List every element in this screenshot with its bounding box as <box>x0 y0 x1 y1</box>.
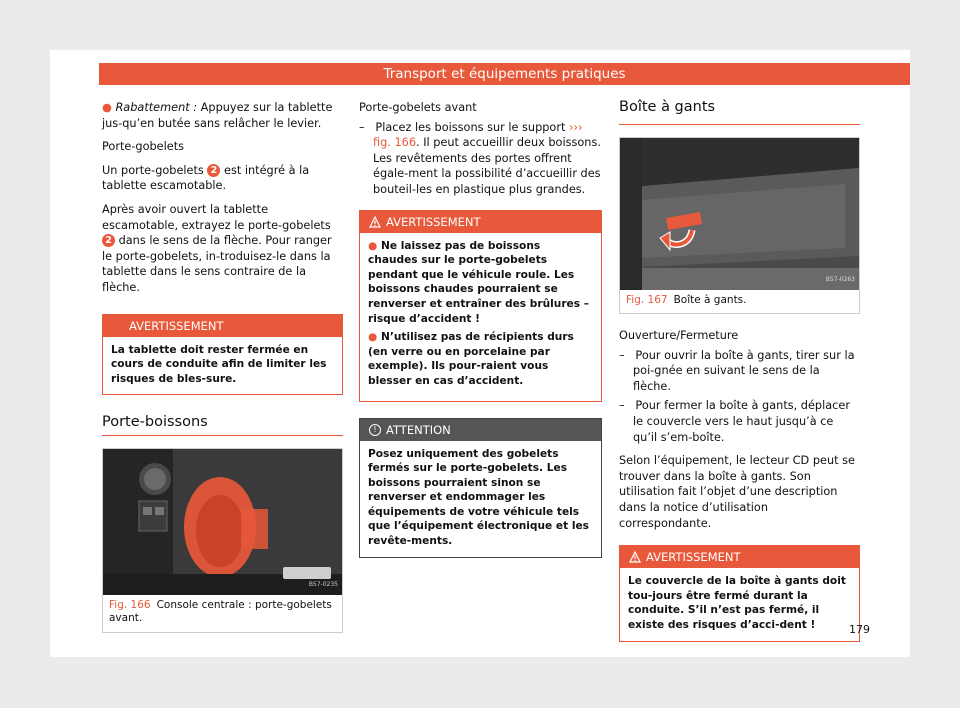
dash-text: Pour ouvrir la boîte à gants, tirer sur la poi-gnée en suivant le sens de la flèche. <box>633 348 855 393</box>
p1-text-a: Un porte-gobelets <box>102 163 208 177</box>
section-title-boite-a-gants: Boîte à gants <box>619 100 860 125</box>
attention-body: Posez uniquement des gobelets fermés sur le porte-gobelets. Les boissons pourraient sinon se renverser et endommager les équipements de votre véhicule tels que l’équipement électronique et les revête-ments. <box>368 447 589 548</box>
warning-triangle-icon <box>369 216 381 228</box>
glovebox-illustration <box>620 138 859 290</box>
manual-page <box>50 50 910 657</box>
figure-167-image <box>620 138 859 290</box>
figure-caption-text: Console centrale : porte-gobelets avant. <box>109 598 332 625</box>
figure-code: B57-0235 <box>308 581 338 589</box>
column-left <box>102 100 343 633</box>
dash-text-a: Placez les boissons sur le support <box>375 120 570 134</box>
warning-item-text: Ne laissez pas de boissons chaudes sur le porte-gobelets pendant que le véhicule roule. Les boissons chaudes pourraient se renverser et entraîner des brûlures – risque d’accident ! <box>368 239 590 325</box>
figure-166 <box>102 448 343 633</box>
cd-paragraph: Selon l’équipement, le lecteur CD peut se trouver dans la boîte à gants. Son utilisation fait l’objet d’une description dans la notice d’utilisation correspondante. <box>619 454 855 530</box>
subhead-text: Porte-gobelets <box>102 140 185 154</box>
page-number: 179 <box>849 623 870 636</box>
column-right <box>619 100 860 652</box>
number-badge: 2 <box>207 164 220 177</box>
attention-title <box>360 419 601 441</box>
paragraph-2 <box>102 202 343 296</box>
figure-166-caption <box>103 595 342 632</box>
paragraph-1 <box>102 163 343 194</box>
page-header: Transport et équipements pratiques <box>99 63 910 85</box>
warning-body <box>360 233 601 401</box>
dash-item: – Pour ouvrir la boîte à gants, tirer sur la poi-gnée en suivant le sens de la flèche. <box>619 348 855 393</box>
p2-text-b: dans le sens de la flèche. Pour ranger le porte-gobelets, in-troduisez-le dans la tablette dans le sens contraire de la flèche. <box>102 234 332 294</box>
subhead-ouverture-fermeture: Ouverture/Fermeture <box>619 329 739 343</box>
figure-number: Fig. 166 <box>109 598 151 611</box>
dash-item: – Placez les boissons sur le support ››› fig. 166. Il peut accueillir deux boissons. Les revêtements des portes offrent égale-ment la possibilité d’accueillir des bouteil-les en plastique plus grandes. <box>359 120 601 196</box>
warning-title <box>360 211 601 233</box>
figure-reference-link[interactable]: ››› fig. 166 <box>373 120 583 150</box>
rabattement-paragraph <box>102 100 343 131</box>
figure-code: B57-0263 <box>825 276 855 283</box>
porte-gobelets-subhead <box>102 139 343 155</box>
number-badge: 2 <box>102 234 115 247</box>
warning-box <box>619 545 860 641</box>
attention-box <box>359 418 602 558</box>
warning-title <box>103 315 342 337</box>
dash-text: Pour fermer la boîte à gants, déplacer le couvercle vers le haut jusqu’à ce qu’il s’em-boîte. <box>633 399 850 444</box>
warning-title-text: AVERTISSEMENT <box>129 318 224 333</box>
warning-item <box>368 330 593 388</box>
console-illustration <box>103 449 342 595</box>
dash-text-b: . Il peut accueillir deux boissons. Les revêtements des portes offrent égale-ment la possibilité d’accueillir des bouteil-les en plastique plus grandes. <box>373 136 601 196</box>
warning-item-text: N’utilisez pas de récipients durs (en verre ou en porcelaine par exemple). Ils pour-raient vous blesser en cas d’accident. <box>368 331 574 387</box>
warning-box <box>102 314 343 396</box>
figure-caption-text: Boîte à gants. <box>673 293 747 306</box>
attention-title-text: ATTENTION <box>386 422 451 437</box>
column-middle <box>359 100 602 568</box>
figure-number: Fig. 167 <box>626 293 668 306</box>
figure-167-caption <box>620 290 859 314</box>
p1-text-b: est intégré à la tablette escamotable. <box>102 163 310 193</box>
warning-item <box>368 239 593 327</box>
warning-title-text: AVERTISSEMENT <box>386 214 481 229</box>
warning-title <box>620 546 859 568</box>
warning-triangle-icon <box>629 551 641 563</box>
dash-item: – Pour fermer la boîte à gants, déplacer le couvercle vers le haut jusqu’à ce qu’il s’em-boîte. <box>619 399 850 444</box>
warning-body: Le couvercle de la boîte à gants doit tou-jours être fermé durant la conduite. S’il n’est pas fermé, il existe des risques d’acci-dent ! <box>628 575 846 631</box>
warning-box <box>359 210 602 402</box>
bullet-icon: ● <box>368 331 378 344</box>
bullet-text: Appuyez sur la tablette jus-qu’en butée sans relâcher le levier. <box>102 101 333 130</box>
bullet-italic: Rabattement : <box>115 101 198 114</box>
figure-167 <box>619 137 860 315</box>
info-circle-icon: ! <box>369 424 381 436</box>
warning-title-text: AVERTISSEMENT <box>646 550 741 565</box>
bullet-icon: ● <box>368 239 378 252</box>
bullet-icon: ● <box>102 101 112 114</box>
subhead-porte-gobelets-avant: Porte-gobelets avant <box>359 101 477 114</box>
figure-166-image <box>103 449 342 595</box>
p2-text-a: Après avoir ouvert la tablette escamotable, extrayez le porte-gobelets <box>102 202 331 232</box>
warning-body: La tablette doit rester fermée en cours de conduite afin de limiter les risques de bles-sure. <box>111 343 327 385</box>
section-title-porte-boissons: Porte-boissons <box>102 415 343 436</box>
